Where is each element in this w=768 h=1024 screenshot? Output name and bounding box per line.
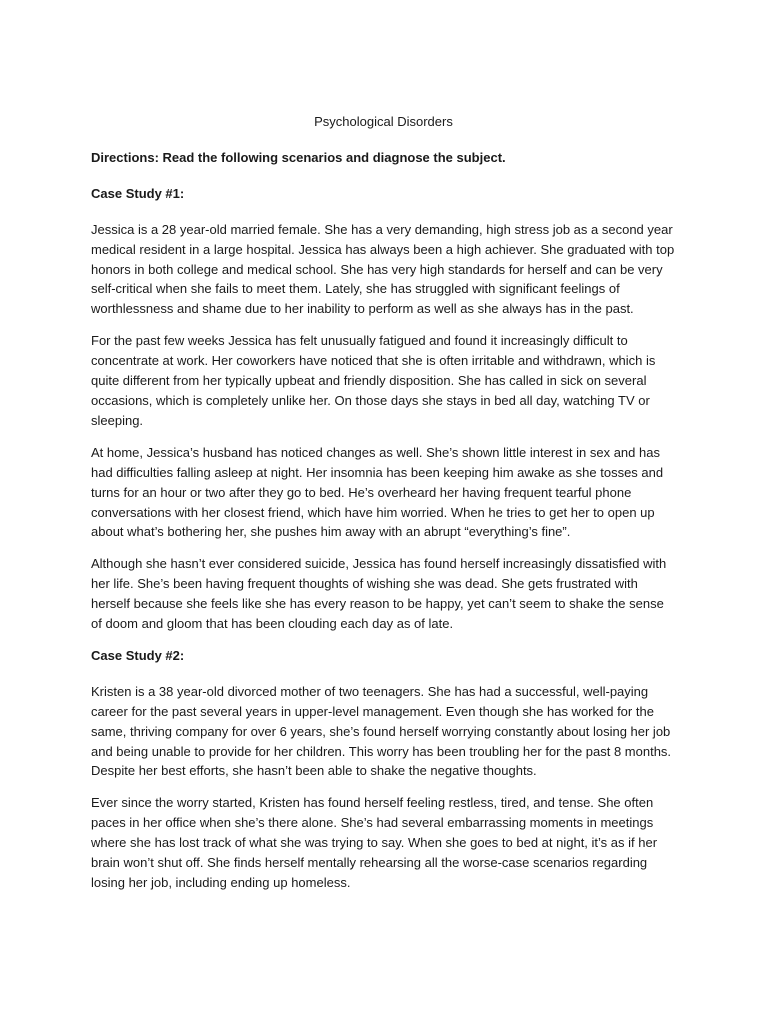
case-1-paragraph-2: For the past few weeks Jessica has felt unusually fatigued and found it increasingly difficult to concentrate at work. Her coworkers have noticed that she is often irritable and withdrawn, which is quite different from her typically upbeat and friendly disposition. She has called in sick on several occasions, which is completely unlike her. On those days she stays in bed all day, watching TV or sleeping. — [91, 333, 656, 428]
document-title: Psychological Disorders — [314, 114, 453, 129]
case-1-paragraph-4: Although she hasn’t ever considered suicide, Jessica has found herself increasingly dissatisfied with her life. She’s been having frequent thoughts of wishing she was dead. She gets frustrated with herself because she feels like she has every reason to be happy, yet can’t seem to shake the sense of doom and gloom that has been clouding each day as of late. — [91, 556, 667, 632]
case-study-1-heading: Case Study #1: — [91, 185, 185, 201]
directions-text: Directions: Read the following scenarios and diagnose the subject. — [91, 149, 506, 165]
case-1-paragraph-3: At home, Jessica’s husband has noticed changes as well. She’s shown little interest in sex and has had difficulties falling asleep at night. Her insomnia has been keeping him awake as she tosses and turns for an hour or two after they go to bed. He’s overheard her having frequent tearful phone conversations with her closest friend, which have him worried. When he tries to get her to open up about what’s bothering her, she pushes him away with an abrupt “everything’s fine”. — [91, 444, 664, 540]
case-1-paragraph-1: Jessica is a 28 year-old married female. She has a very demanding, high stress job as a second year medical resident in a large hospital. Jessica has always been a high achiever. She graduated with top honors in both college and medical school. She has very high standards for herself and can be very self-critical when she fails to meet them. Lately, she has struggled with significant feelings of worthlessness and shame due to her inability to perform as well as she always has in the past. — [91, 221, 675, 317]
case-study-2-heading: Case Study #2: — [91, 647, 185, 663]
case-2-paragraph-1: Kristen is a 38 year-old divorced mother of two teenagers. She has had a successful, well-paying career for the past several years in upper-level management. Even though she has worked for the same, thriving company for over 6 years, she’s found herself worrying constantly about losing her job and being unable to provide for her children. This worry has been troubling her for the past 8 months. Despite her best efforts, she hasn’t been able to shake the negative thoughts. — [91, 683, 672, 779]
case-2-paragraph-2: Ever since the worry started, Kristen has found herself feeling restless, tired, and tense. She often paces in her office when she’s there alone. She’s had several embarrassing moments in meetings where she has lost track of what she was trying to say. When she goes to bed at night, it’s as if her brain won’t shut off. She finds herself mentally rehearsing all the worse-case scenarios regarding losing her job, including ending up homeless. — [91, 795, 658, 890]
